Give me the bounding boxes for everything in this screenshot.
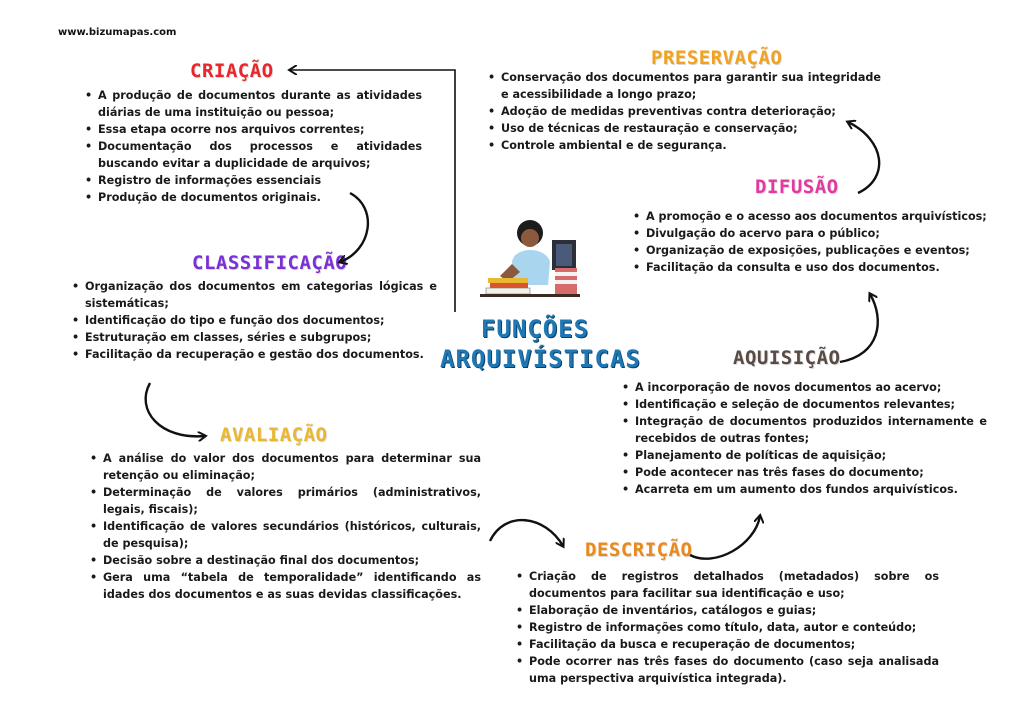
center-title-line1: FUNÇÕES xyxy=(480,315,590,343)
title-classificacao: CLASSIFICAÇÃO xyxy=(192,252,348,274)
title-preservacao: PRESERVAÇÃO xyxy=(651,47,783,69)
list-item: • Adoção de medidas preventivas contra deterioração; xyxy=(501,103,881,120)
list-item: • Uso de técnicas de restauração e conservação; xyxy=(501,120,881,137)
title-descricao: DESCRIÇÃO xyxy=(585,539,693,561)
list-item: • Facilitação da busca e recuperação de documentos; xyxy=(529,636,939,653)
list-item: • Criação de registros detalhados (metadados) sobre os documentos para facilitar sua identificação e uso; xyxy=(529,568,939,602)
list-item: • Organização dos documentos em categorias lógicas e sistemáticas; xyxy=(85,278,437,312)
list-item: • Conservação dos documentos para garantir sua integridade e acessibilidade a longo prazo; xyxy=(501,69,881,103)
list-item: • Registro de informações essenciais xyxy=(98,172,422,189)
list-item: • Essa etapa ocorre nos arquivos correntes; xyxy=(98,121,422,138)
arrow-classificacao-avaliacao xyxy=(146,383,205,436)
list-item: • A incorporação de novos documentos ao acervo; xyxy=(635,379,987,396)
list-item: • Estruturação em classes, séries e subgrupos; xyxy=(85,329,437,346)
list-item: • Documentação dos processos e atividades buscando evitar a duplicidade de arquivos; xyxy=(98,138,422,172)
arrow-avaliacao-descricao xyxy=(490,520,563,546)
list-item: • Acarreta em um aumento dos fundos arquivísticos. xyxy=(635,481,987,498)
arrow-descricao-aquisicao xyxy=(690,516,760,559)
list-item: • Registro de informações como título, data, autor e conteúdo; xyxy=(529,619,939,636)
list-item: • Divulgação do acervo para o público; xyxy=(646,225,1006,242)
list-item: • Identificação do tipo e função dos documentos; xyxy=(85,312,437,329)
list-item: • A promoção e o acesso aos documentos arquivísticos; xyxy=(646,208,1006,225)
list-item: • Pode ocorrer nas três fases do documento (caso seja analisada uma perspectiva arquivística integrada). xyxy=(529,653,939,687)
title-difusao: DIFUSÃO xyxy=(755,176,839,198)
list-item: • A análise do valor dos documentos para determinar sua retenção ou eliminação; xyxy=(103,450,481,484)
list-item: • Integração de documentos produzidos internamente e recebidos de outras fontes; xyxy=(635,413,987,447)
list-item: • Produção de documentos originais. xyxy=(98,189,422,206)
title-avaliacao: AVALIAÇÃO xyxy=(220,424,328,446)
arrow-criacao-classificacao xyxy=(340,193,368,262)
list-item: • Determinação de valores primários (administrativos, legais, fiscais); xyxy=(103,484,481,518)
site-url: www.bizumapas.com xyxy=(58,27,177,38)
list-item: • Identificação e seleção de documentos relevantes; xyxy=(635,396,987,413)
archivist-illustration xyxy=(480,220,580,297)
arrow-difusao-preservacao xyxy=(848,122,879,193)
list-item: • Pode acontecer nas três fases do documento; xyxy=(635,464,987,481)
center-title-line2: ARQUIVÍSTICAS xyxy=(440,345,641,373)
arrow-center-to-criacao xyxy=(290,70,455,312)
list-item: • Facilitação da consulta e uso dos documentos. xyxy=(646,259,1006,276)
list-item: • Organização de exposições, publicações e eventos; xyxy=(646,242,1006,259)
arrow-aquisicao-difusao xyxy=(840,294,878,362)
list-item: • Identificação de valores secundários (históricos, culturais, de pesquisa); xyxy=(103,518,481,552)
title-criacao: CRIAÇÃO xyxy=(190,60,274,82)
list-item: • Facilitação da recuperação e gestão dos documentos. xyxy=(85,346,437,363)
list-item: • Decisão sobre a destinação final dos documentos; xyxy=(103,552,481,569)
title-aquisicao: AQUISIÇÃO xyxy=(733,347,841,369)
list-item: • Gera uma “tabela de temporalidade” identificando as idades dos documentos e as suas devidas classificações. xyxy=(103,569,481,603)
list-item: • Controle ambiental e de segurança. xyxy=(501,137,881,154)
list-item: • Planejamento de políticas de aquisição; xyxy=(635,447,987,464)
list-item: • A produção de documentos durante as atividades diárias de uma instituição ou pessoa; xyxy=(98,87,422,121)
list-item: • Elaboração de inventários, catálogos e guias; xyxy=(529,602,939,619)
